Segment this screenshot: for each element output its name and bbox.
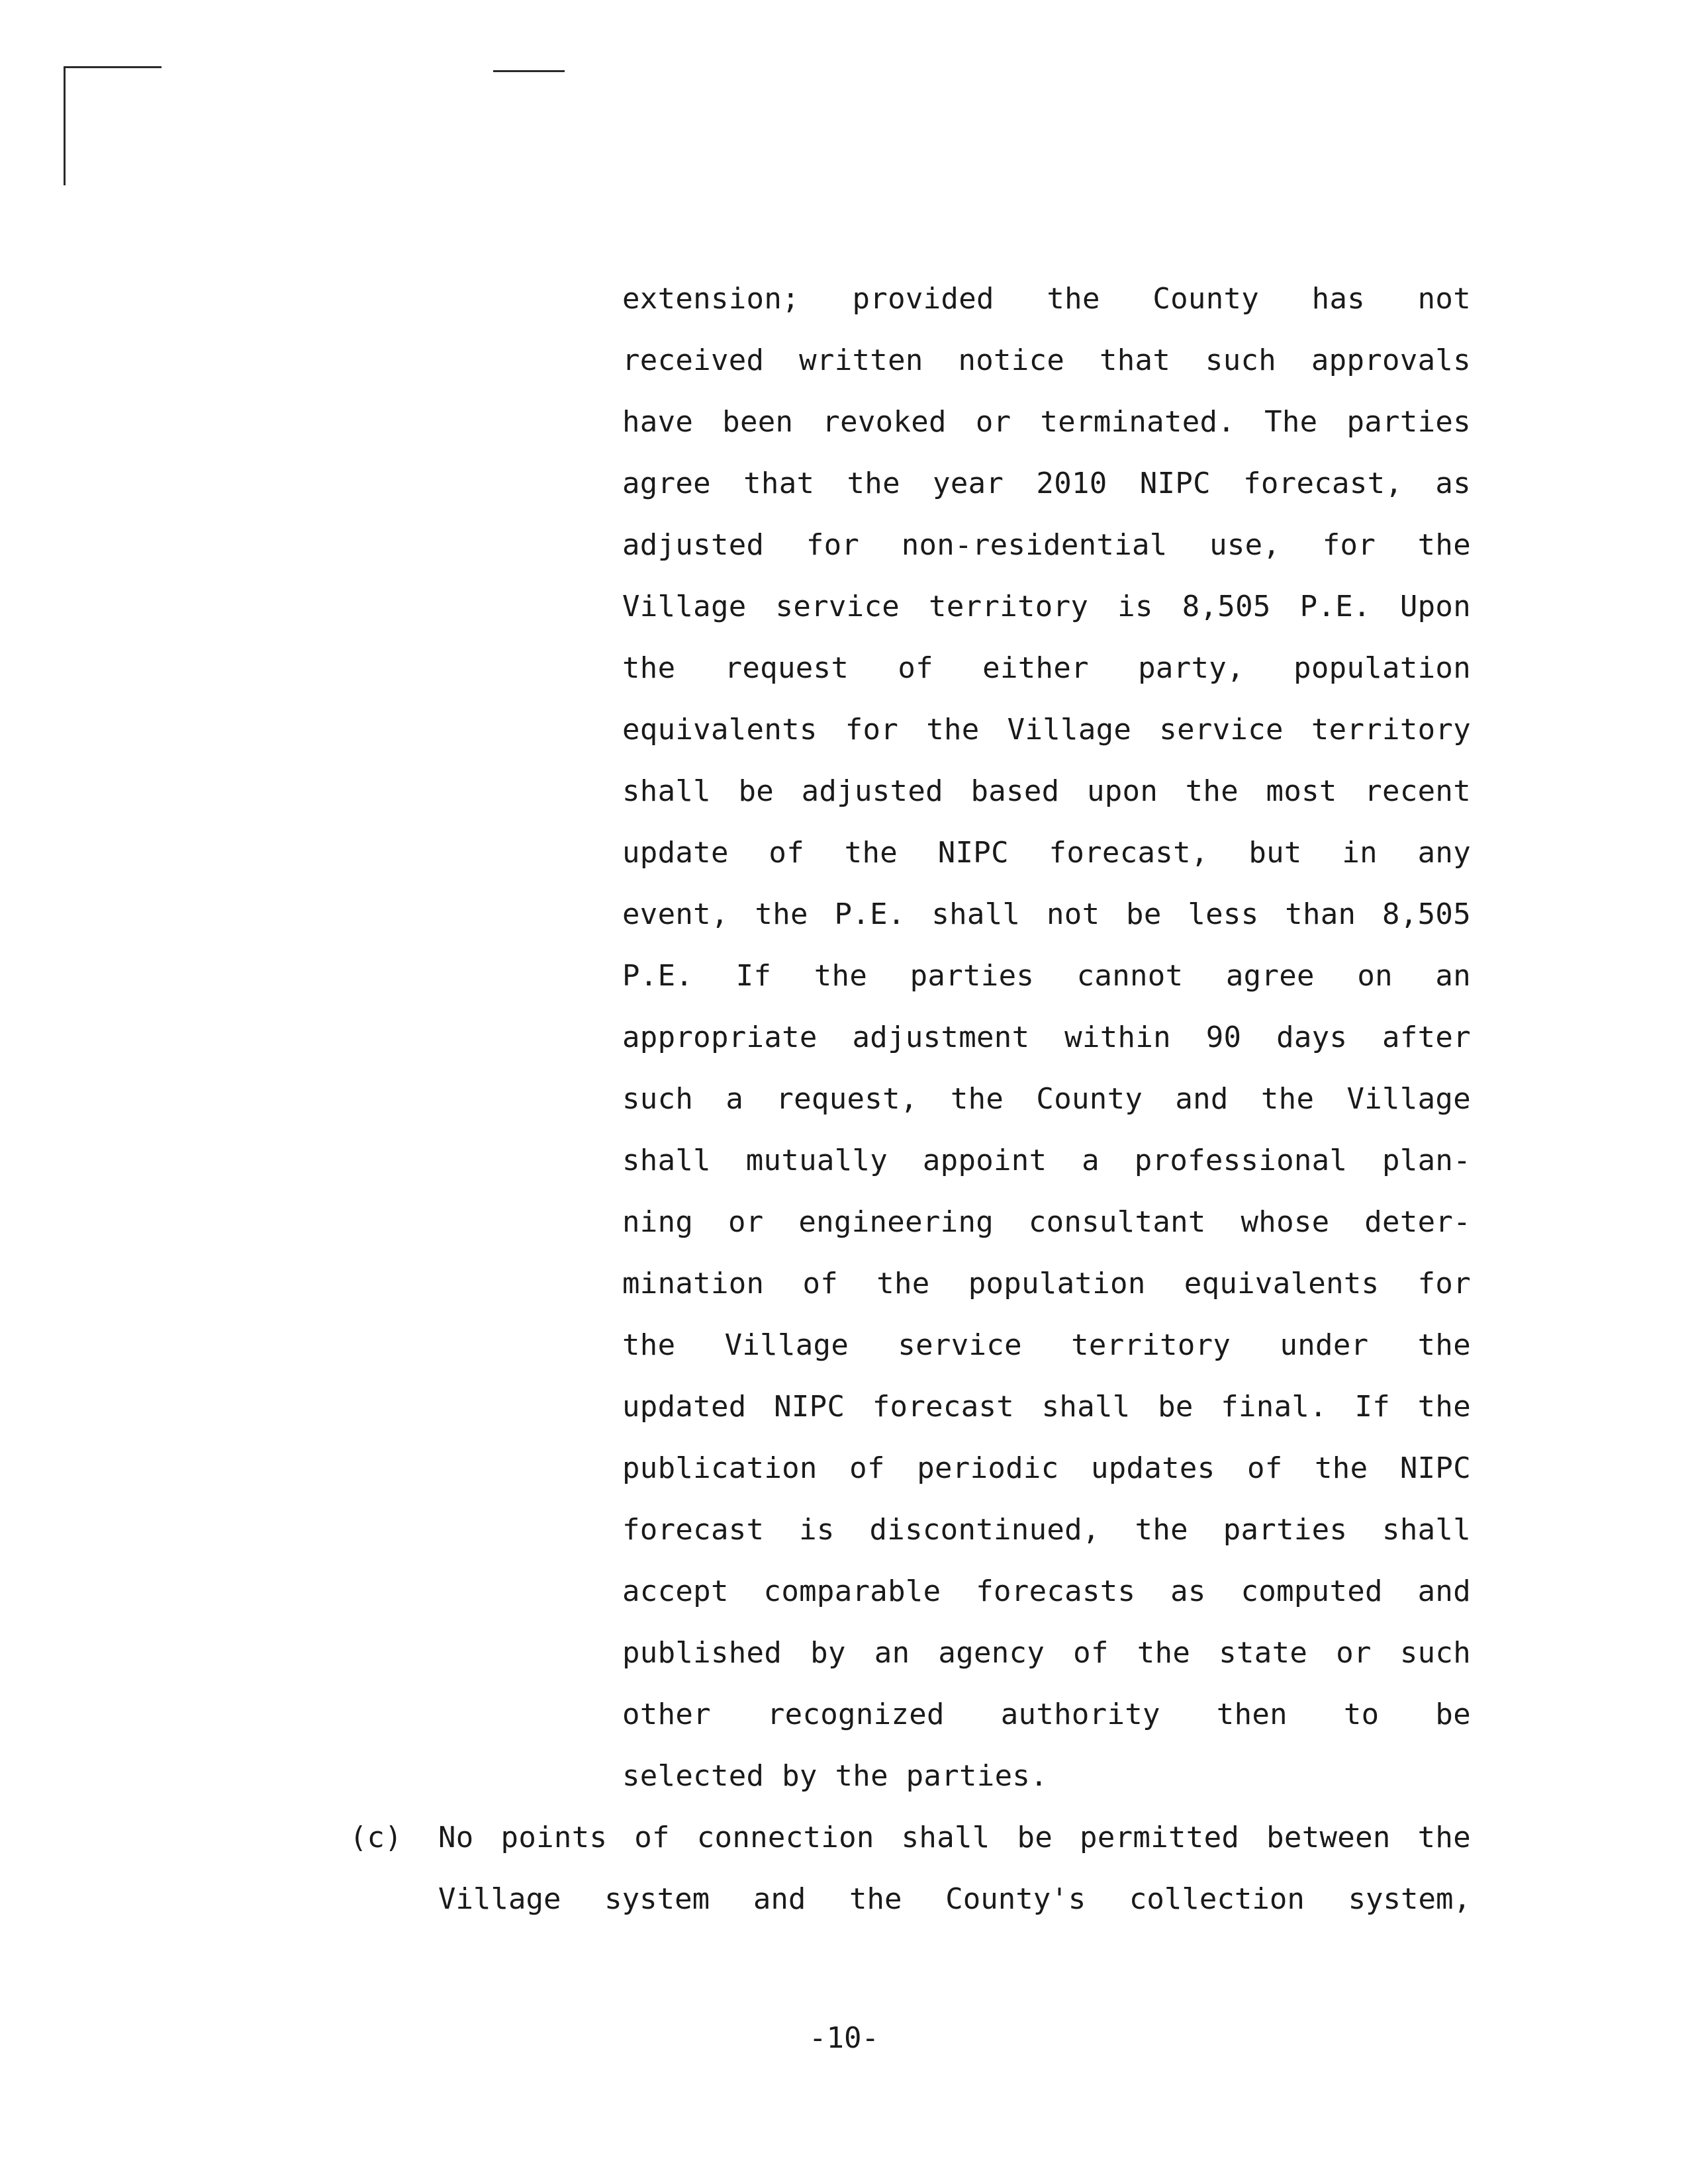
paragraph-line: forecast is discontinued, the parties shall: [622, 1516, 1471, 1547]
scan-top-dash: [493, 70, 565, 72]
paragraph-line: shall mutually appoint a professional plan-: [622, 1146, 1471, 1177]
paragraph-line: event, the P.E. shall not be less than 8,505: [622, 900, 1471, 931]
paragraph-line: such a request, the County and the Village: [622, 1085, 1471, 1116]
paragraph-line: agree that the year 2010 NIPC forecast, as: [622, 469, 1471, 500]
paragraph-line: mination of the population equivalents for: [622, 1269, 1471, 1300]
paragraph-line: Village service territory is 8,505 P.E. Upon: [622, 592, 1471, 623]
paragraph-line: appropriate adjustment within 90 days after: [622, 1023, 1471, 1054]
paragraph-line: have been revoked or terminated. The parties: [622, 408, 1471, 439]
paragraph-line: the request of either party, population: [622, 654, 1471, 685]
page-number: -10-: [809, 2021, 879, 2055]
paragraph-line: ning or engineering consultant whose deter-: [622, 1208, 1471, 1239]
paragraph-line: P.E. If the parties cannot agree on an: [622, 962, 1471, 993]
paragraph-line: updated NIPC forecast shall be final. If the: [622, 1392, 1471, 1424]
scan-corner-mark-vertical: [64, 66, 66, 185]
paragraph-line: shall be adjusted based upon the most recent: [622, 777, 1471, 808]
paragraph-line: published by an agency of the state or such: [622, 1639, 1471, 1670]
paragraph-line: equivalents for the Village service territory: [622, 715, 1471, 747]
paragraph-line: update of the NIPC forecast, but in any: [622, 839, 1471, 870]
item-c-line-2: Village system and the County's collection system,: [438, 1885, 1471, 1916]
paragraph-line: received written notice that such approvals: [622, 346, 1471, 377]
item-c-line-1: No points of connection shall be permitted between the: [438, 1823, 1471, 1854]
paragraph-line: extension; provided the County has not: [622, 285, 1471, 316]
paragraph-line: accept comparable forecasts as computed and: [622, 1577, 1471, 1608]
paragraph-line: selected by the parties.: [622, 1759, 1048, 1793]
paragraph-line: adjusted for non-residential use, for the: [622, 531, 1471, 562]
paragraph-line: the Village service territory under the: [622, 1331, 1471, 1362]
paragraph-line: other recognized authority then to be: [622, 1700, 1471, 1731]
scan-corner-mark-horizontal: [64, 66, 162, 68]
paragraph-line: publication of periodic updates of the NIPC: [622, 1454, 1471, 1485]
item-c-label: (c): [350, 1821, 402, 1854]
